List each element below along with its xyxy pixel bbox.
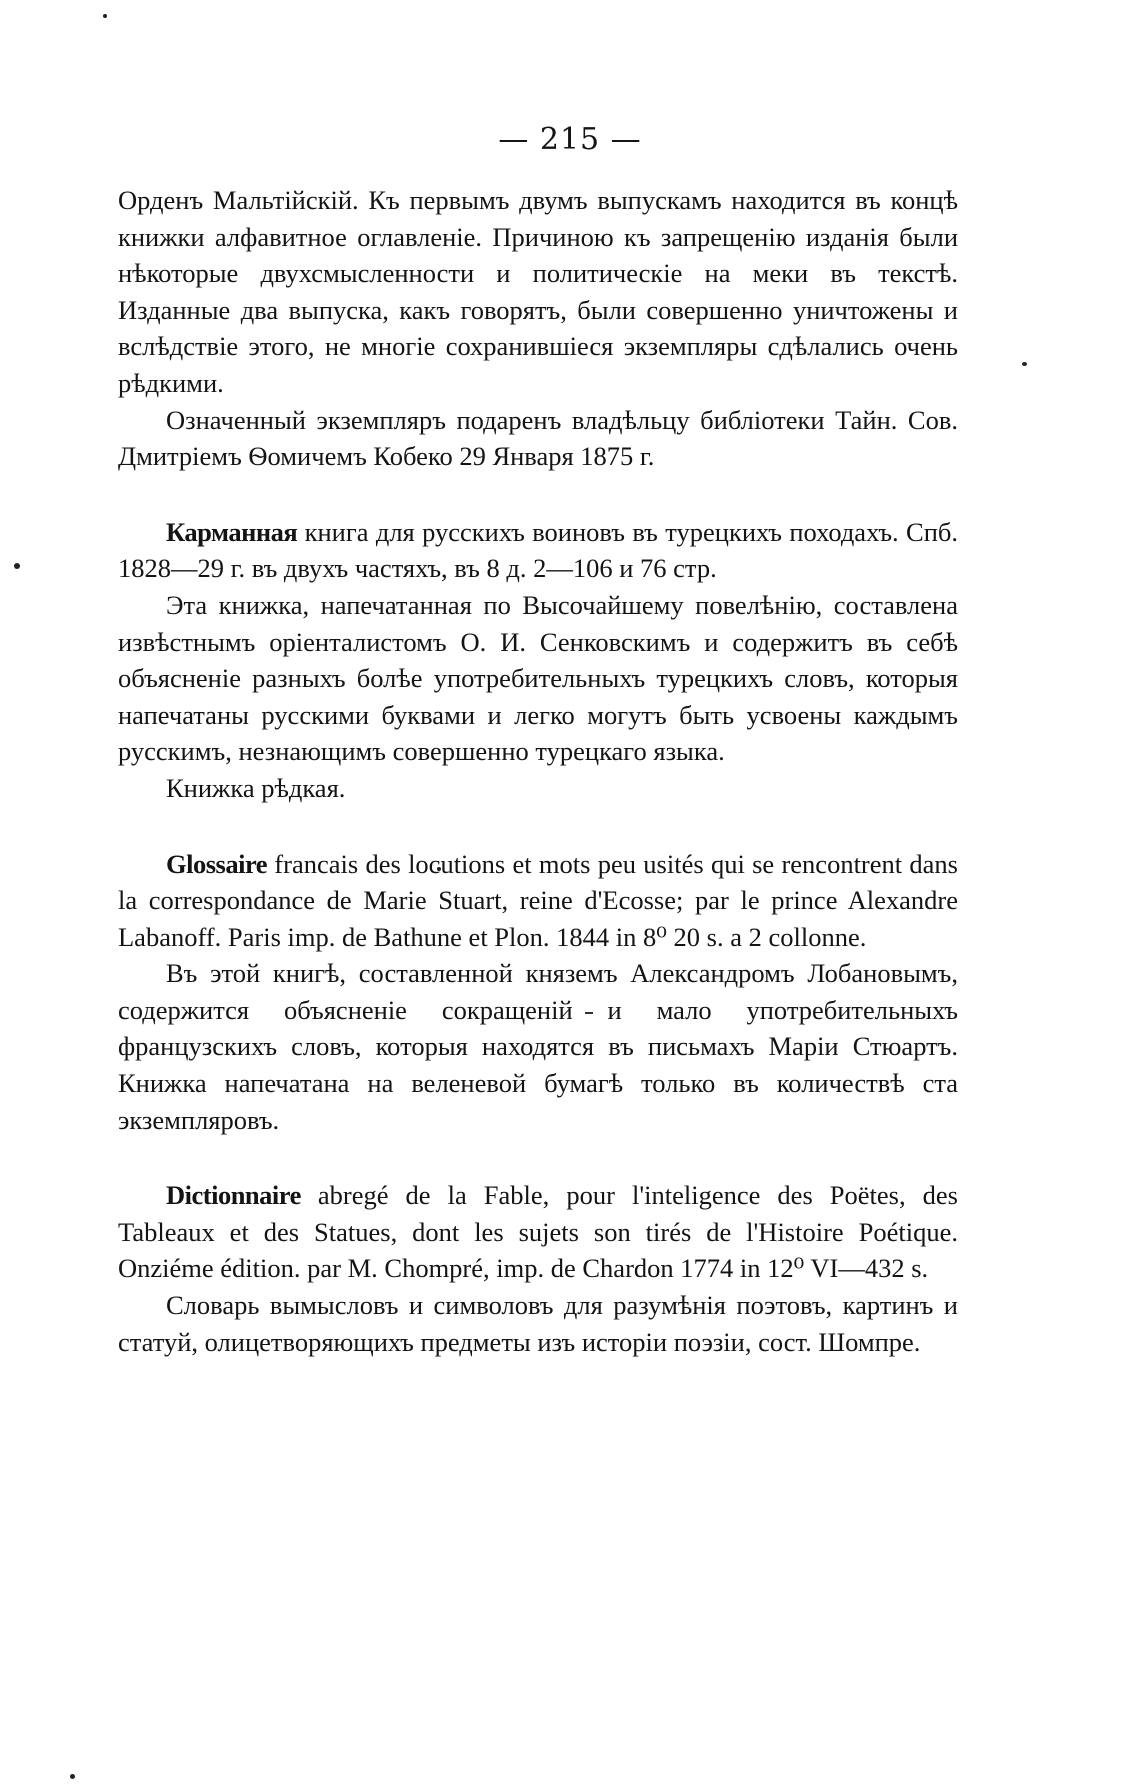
text-column — [118, 182, 958, 1360]
entry-glossaire — [118, 846, 958, 1139]
entry-paragraph: Орденъ Мальтійскій. Къ первымъ двумъ выпускамъ находится въ концѣ книжки алфавитное оглавленіе. Причиною къ запрещенію изданія были нѣкоторые двухсмысленности и политическіе на меки въ текстѣ. Изданные два выпуска, какъ говорятъ, были совершенно уничтожены и вслѣдствіе этого, не многіе сохранившіеся экземпляры сдѣлались очень рѣдкими. — [118, 185, 958, 398]
entry-paragraph: Эта книжка, напечатанная по Высочайшему повелѣнію, составлена извѣстнымъ оріенталистомъ О. И. Сенковскимъ и содержитъ въ себѣ объясненіе разныхъ болѣе употребительныхъ турецкихъ словъ, которыя напечатаны русскими буквами и легко могутъ быть усвоены каждымъ русскимъ, незнающимъ совершенно турецкаго языка. — [118, 589, 958, 767]
scan-speck — [14, 563, 20, 569]
entry-heading — [118, 1177, 958, 1287]
entry-paragraph: Въ этой книгѣ, составленной княземъ Александромъ Лобановымъ, содержится объясненіе сокращеній и мало употребительныхъ французскихъ словъ, которыя находятся въ письмахъ Маріи Стюартъ. Книжка напечатана на веленевой бумагѣ только въ количествѣ ста экземпляровъ. — [118, 958, 958, 1135]
entry-heading — [118, 514, 958, 587]
entry-description: abregé de la Fable, pour l'inteligence des Poëtes, des Tableaux et des Statues, dont les sujets son tirés de l'Histoire Poétique. Onziéme édition. par M. Chompré, imp. de Chardon 1774 in 12⁰ VI—432 s. — [118, 1180, 958, 1284]
entry-paragraph: Словарь вымысловъ и символовъ для разумѣнія поэтовъ, картинъ и статуй, олицетворяющихъ предметы изъ исторіи поэзіи, сост. Шомпре. — [118, 1290, 958, 1357]
entry-heading — [118, 846, 958, 956]
entry-paragraph: Означенный экземпляръ подаренъ владѣльцу библіотеки Тайн. Сов. Дмитріемъ Ѳомичемъ Кобеко 29 Января 1875 г. — [118, 404, 958, 472]
entry-paragraph: Книжка рѣдкая. — [166, 772, 346, 803]
scan-speck — [103, 14, 107, 18]
entry-continuation — [118, 182, 958, 475]
scan-speck — [70, 1774, 75, 1779]
entry-headword: Glossaire — [166, 848, 268, 879]
entry-description: книга для русскихъ воиновъ въ турецкихъ походахъ. Спб. 1828—29 г. въ двухъ частяхъ, въ 8 д. 2—106 и 76 стр. — [118, 516, 958, 584]
entry-dictionnaire — [118, 1177, 958, 1360]
entry-description: francais des locutions et mots peu usités qui se rencontrent dans la correspondance de Marie Stuart, reine d'Ecosse; par le prince Alexandre Labanoff. Paris imp. de Bathune et Plon. 1844 in 8⁰ 20 s. a 2 collonne. — [118, 848, 958, 952]
entry-headword: Карманная — [166, 516, 298, 547]
entry-karmannaya — [118, 514, 958, 807]
scan-speck — [1022, 362, 1027, 366]
page-number: — 215 — — [498, 122, 642, 157]
entry-headword: Dictionnaire — [166, 1180, 301, 1211]
